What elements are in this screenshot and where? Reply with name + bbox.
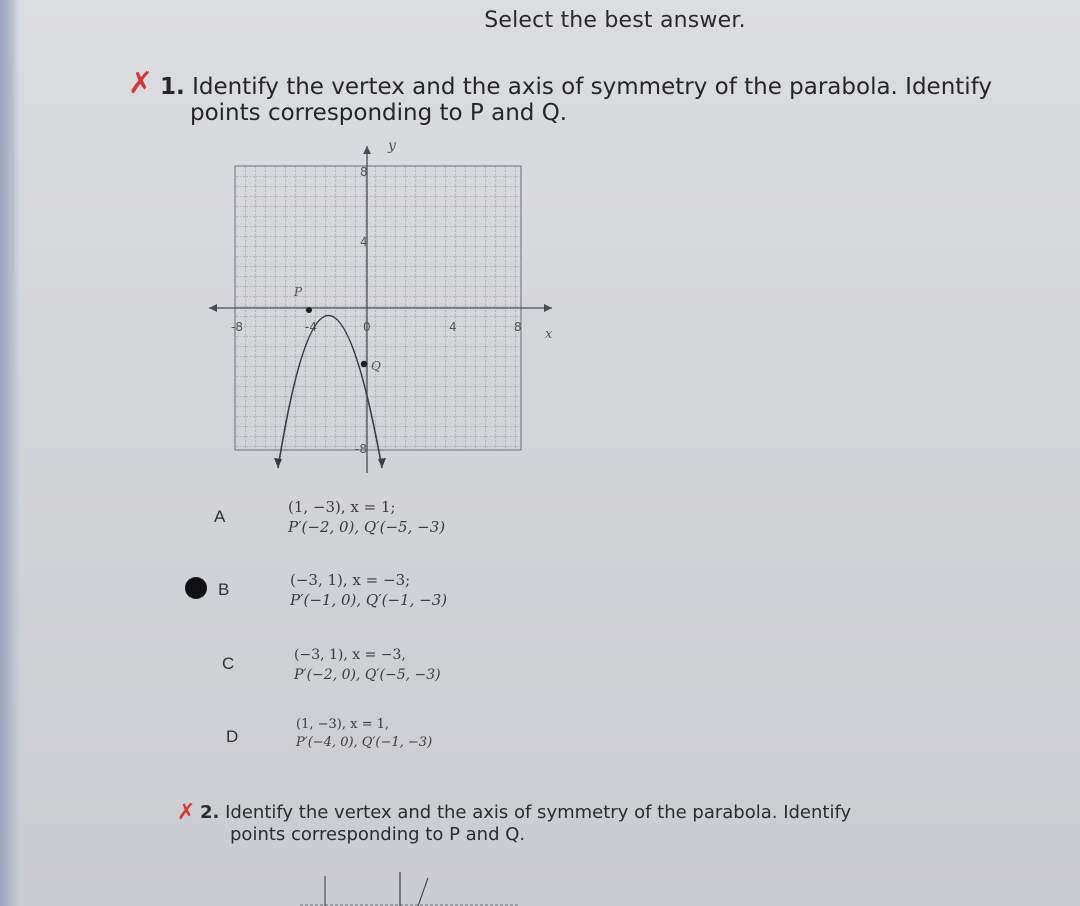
instruction-header: Select the best answer.: [484, 8, 746, 33]
x-tick-neg8: -8: [231, 320, 243, 334]
choice-b-option[interactable]: [290, 570, 530, 610]
x-axis-right-arrow: [544, 304, 552, 312]
choice-b-letter: B: [218, 580, 230, 599]
q2-curve-fragment: [418, 878, 428, 906]
choice-d-line2: P′(−4, 0), Q′(−1, −3): [296, 735, 433, 750]
question-2-text-line2: points corresponding to P and Q.: [230, 824, 526, 845]
choice-a-option[interactable]: [288, 497, 528, 537]
choice-b-line2: P′(−1, 0), Q′(−1, −3): [290, 591, 448, 609]
choice-c-line1: (−3, 1), x = −3,: [294, 647, 406, 663]
choice-a-line2: P′(−2, 0), Q′(−5, −3): [288, 518, 446, 536]
incorrect-x-mark-icon: ✗: [128, 66, 154, 101]
choice-c-line2: P′(−2, 0), Q′(−5, −3): [294, 667, 441, 683]
choice-d-option[interactable]: [296, 716, 536, 752]
choice-a-line1: (1, −3), x = 1;: [288, 498, 396, 516]
choice-d-letter: D: [226, 727, 239, 746]
choice-c-option[interactable]: [294, 645, 534, 685]
y-tick-8: 8: [360, 165, 368, 179]
question-2-line-1: [200, 802, 851, 824]
parabola-graph: [195, 138, 565, 483]
y-axis-arrow: [363, 146, 371, 154]
selected-radio-button[interactable]: [185, 577, 207, 599]
question-1-text-line2: points corresponding to P and Q.: [190, 100, 568, 126]
question-1-line-1: [160, 74, 992, 101]
choice-a-letter: A: [214, 507, 226, 526]
y-tick-4: 4: [360, 235, 368, 249]
x-axis-label: x: [545, 327, 553, 342]
choice-b-line1: (−3, 1), x = −3;: [290, 571, 411, 589]
question-2-number: 2.: [200, 802, 220, 823]
x-tick-0: 0: [363, 320, 371, 334]
choice-d-line1: (1, −3), x = 1,: [296, 717, 389, 732]
parabola-left-arrow: [274, 458, 282, 468]
choice-c-letter: C: [222, 654, 235, 673]
question-2-incorrect-x-mark-icon: ✗: [177, 800, 196, 825]
point-p: [306, 307, 312, 313]
point-q: [361, 361, 367, 367]
point-q-label: Q: [371, 359, 381, 373]
question-1-text-line1: Identify the vertex and the axis of symmetry of the parabola. Identify: [192, 74, 992, 100]
parabola-right-arrow: [378, 458, 386, 468]
y-axis-label: y: [388, 138, 396, 154]
point-p-label: P: [294, 285, 303, 299]
question-2-graph-partial: [300, 870, 520, 906]
screen-bezel-edge: [0, 0, 20, 906]
x-tick-8: 8: [514, 320, 522, 334]
question-2-text-line1: Identify the vertex and the axis of symmetry of the parabola. Identify: [225, 802, 852, 823]
x-axis-left-arrow: [209, 304, 217, 312]
y-tick-neg8: -8: [355, 442, 367, 456]
x-tick-neg4: -4: [305, 320, 317, 334]
question-1-number: 1.: [160, 74, 185, 100]
x-tick-4: 4: [449, 320, 457, 334]
